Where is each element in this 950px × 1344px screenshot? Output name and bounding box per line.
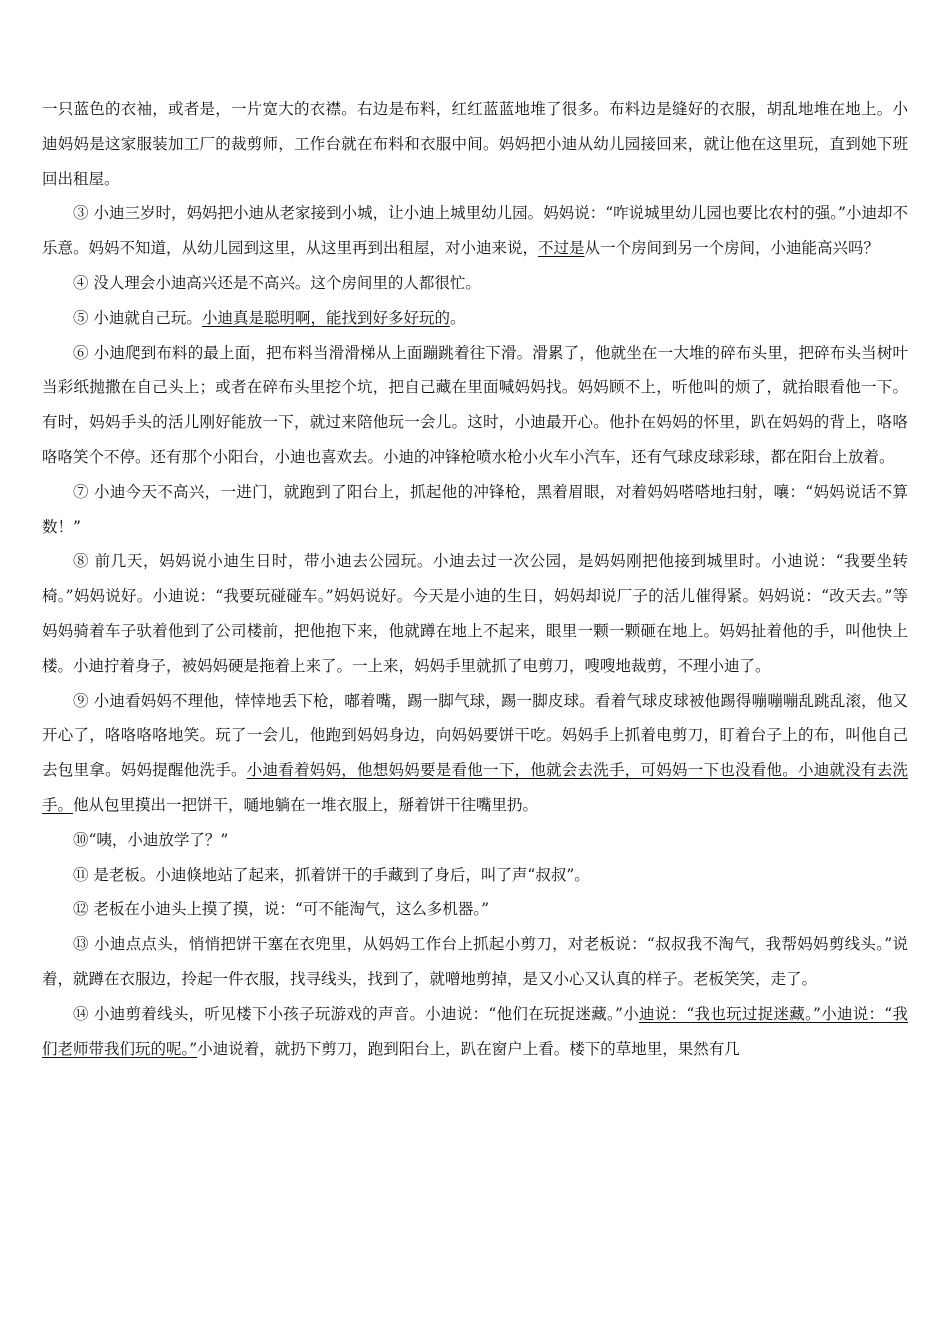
paragraph-8 [42, 544, 908, 683]
paragraph-continuation [42, 92, 908, 196]
paragraph-14 [42, 997, 908, 1067]
underlined-sentence: 迪说：“我也玩过捉迷藏。”小迪说：“我们老师带我们玩的呢。” [42, 1004, 909, 1058]
paragraph-text: 小迪说着，就扔下剪刀，跑到阳台上，趴在窗户上看。楼下的草地里，果然有几 [197, 1039, 740, 1058]
paragraph-text: ③ 小迪三岁时，妈妈把小迪从老家接到小城，让小迪上城里幼儿园。妈妈说：“咋说城里幼儿园也要比农村的强。”小迪却不乐意。妈妈不知道，从幼儿园到这里，从这里再到出租屋，对小迪来说， [42, 204, 908, 258]
paragraph-text: ⑧ 前几天，妈妈说小迪生日时，带小迪去公园玩。小迪去过一次公园，是妈妈刚把他接到城里时。小迪说：“我要坐转椅。”妈妈说好。小迪说：“我要玩碰碰车。”妈妈说好。今天是小迪的生日，妈妈却说厂子的活儿催得紧。妈妈说：“改天去。”等妈妈骑着车子驮着他到了公司楼前，把他抱下来，他就蹲在地上不起来，眼里一颗一颗砸在地上。妈妈扯着他的手，叫他快上楼。小迪拧着身子，被妈妈硬是拖着上来了。一上来，妈妈手里就抓了电剪刀，嗖嗖地裁剪，不理小迪了。 [42, 552, 908, 675]
paragraph-text: ⑤ 小迪就自己玩。 [73, 308, 202, 327]
paragraph-11 [42, 858, 908, 893]
paragraph-13 [42, 927, 908, 997]
paragraph-9 [42, 684, 908, 823]
paragraph-text: ⑦ 小迪今天不高兴，一进门，就跑到了阳台上，抓起他的冲锋枪，黑着眉眼，对着妈妈嗒嗒地扫射，嚷：“妈妈说话不算数！” [42, 482, 908, 536]
paragraph-text: ⑭ 小迪剪着线头，听见楼下小孩子玩游戏的声音。小迪说：“他们在玩捉迷藏。”小 [73, 1004, 640, 1023]
paragraph-text: 。 [449, 308, 466, 327]
paragraph-text: ⑬ 小迪点点头，悄悄把饼干塞在衣兜里，从妈妈工作台上抓起小剪刀，对老板说：“叔叔我不淘气，我帮妈妈剪线头。”说着，就蹲在衣服边，拎起一件衣服，找寻线头，找到了，就噌地剪掉，是又小心又认真的样子。老板笑笑，走了。 [42, 935, 908, 988]
paragraph-text: ⑪ 是老板。小迪倏地站了起来，抓着饼干的手藏到了身后，叫了声“叔叔”。 [73, 865, 590, 884]
paragraph-text: 他从包里摸出一把饼干，嗵地躺在一堆衣服上，掰着饼干往嘴里扔。 [73, 795, 539, 814]
paragraph-3 [42, 196, 908, 266]
paragraph-text: 一只蓝色的衣袖，或者是，一片宽大的衣襟。右边是布料，红红蓝蓝地堆了很多。布料边是缝好的衣服，胡乱地堆在地上。小迪妈妈是这家服装加工厂的裁剪师，工作台就在布料和衣服中间。妈妈把小迪从幼儿园接回来，就让他在这里玩，直到她下班回出租屋。 [42, 100, 908, 188]
paragraph-text: ④ 没人理会小迪高兴还是不高兴。这个房间里的人都很忙。 [73, 273, 481, 292]
underlined-sentence: 小迪看着妈妈，他想妈妈要是看他一下，他就会去洗手，可妈妈一下也没看他。小迪就没有去洗手。 [42, 761, 908, 814]
paragraph-text: ⑩“咦，小迪放学了？” [73, 830, 229, 849]
paragraph-6 [42, 336, 908, 475]
paragraph-text: ⑫ 老板在小迪头上摸了摸，说：“可不能淘气，这么多机器。” [73, 900, 490, 919]
paragraph-text: ⑥ 小迪爬到布料的最上面，把布料当滑滑梯从上面蹦跳着往下滑。滑累了，他就坐在一大堆的碎布头里，把碎布头当树叶当彩纸抛撒在自己头上；或者在碎布头里挖个坑，把自己藏在里面喊妈妈找。妈妈顾不上，听他叫的烦了，就抬眼看他一下。有时，妈妈手头的活儿刚好能放一下，就过来陪他玩一会儿。这时，小迪最开心。他扑在妈妈的怀里，趴在妈妈的背上，咯咯咯咯笑个不停。还有那个小阳台，小迪也喜欢去。小迪的冲锋枪喷水枪小火车小汽车，还有气球皮球彩球，都在阳台上放着。 [42, 343, 908, 466]
paragraph-5 [42, 301, 908, 336]
underlined-sentence: 小迪真是聪明啊，能找到好多好玩的 [201, 308, 450, 327]
paragraph-4 [42, 266, 908, 301]
paragraph-12 [42, 892, 908, 927]
paragraph-text: ⑨ 小迪看妈妈不理他，悻悻地丢下枪，嘟着嘴，踢一脚气球，踢一脚皮球。看着气球皮球被他踢得嘣嘣嘣乱跳乱滚，他又开心了，咯咯咯咯地笑。玩了一会儿，他跑到妈妈身边，向妈妈要饼干吃。妈妈手上抓着电剪刀，盯着台子上的布，叫他自己去包里拿。妈妈提醒他洗手。 [42, 691, 908, 780]
paragraph-text: 从一个房间到另一个房间，小迪能高兴吗？ [584, 239, 880, 258]
paragraph-7 [42, 475, 908, 545]
underlined-phrase: 不过是 [538, 239, 585, 258]
article-body [42, 92, 908, 1066]
paragraph-10 [42, 823, 908, 858]
